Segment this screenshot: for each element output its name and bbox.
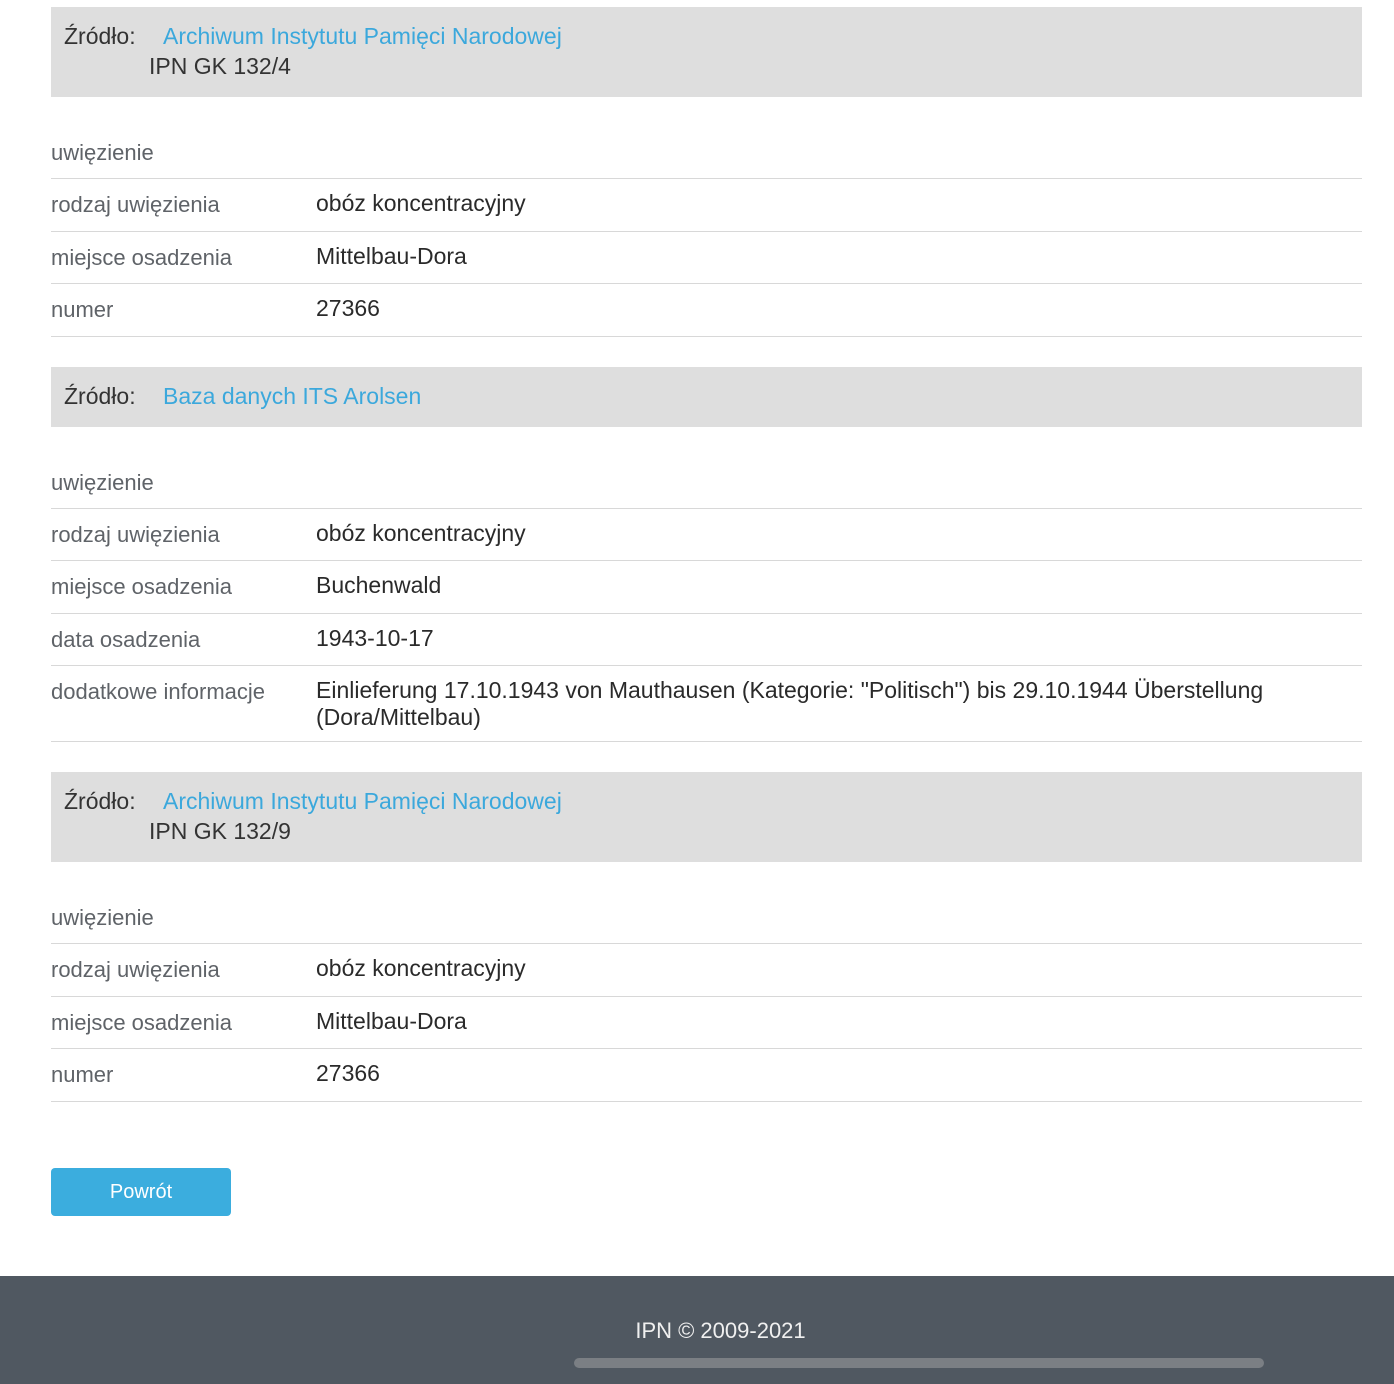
source-header: [51, 7, 1362, 97]
row-label: rodzaj uwięzienia: [51, 957, 220, 982]
section-heading: uwięzienie: [51, 457, 1362, 509]
table-row: [51, 1049, 1362, 1102]
footer: [0, 1276, 1394, 1384]
table-row: [51, 614, 1362, 667]
row-label: miejsce osadzenia: [51, 244, 232, 270]
row-label: miejsce osadzenia: [51, 1009, 232, 1035]
source-label: Źródło:: [64, 788, 136, 814]
row-value: obóz koncentracyjny: [316, 190, 526, 216]
section-heading: uwięzienie: [51, 892, 1362, 944]
row-label: miejsce osadzenia: [51, 574, 232, 599]
table-row: [51, 509, 1362, 562]
horizontal-scrollbar[interactable]: [574, 1358, 1264, 1368]
row-value: obóz koncentracyjny: [316, 519, 526, 546]
table-row: [51, 179, 1362, 232]
row-value: 27366: [316, 295, 380, 321]
source-reference: IPN GK 132/9: [149, 818, 291, 844]
source-header: [51, 367, 1362, 427]
source-label: Źródło:: [64, 23, 136, 49]
row-label: dodatkowe informacje: [51, 679, 266, 704]
row-label: data osadzenia: [51, 626, 201, 652]
table-row: [51, 232, 1362, 285]
row-value: Mittelbau-Dora: [316, 242, 467, 269]
table-row: [51, 284, 1362, 337]
row-value: 27366: [316, 1060, 380, 1086]
source-link[interactable]: Archiwum Instytutu Pamięci Narodowej: [163, 788, 562, 814]
row-value: Einlieferung 17.10.1943 von Mauthausen (Kategorie: "Politisch") bis 29.10.1944 Überstellung (Dora/Mittelbau): [316, 677, 1264, 730]
footer-copyright: IPN © 2009-2021: [635, 1318, 806, 1343]
row-label: rodzaj uwięzienia: [51, 521, 220, 547]
row-label: numer: [51, 1062, 114, 1087]
section-heading: uwięzienie: [51, 127, 1362, 179]
source-link[interactable]: Archiwum Instytutu Pamięci Narodowej: [163, 23, 562, 49]
row-value: obóz koncentracyjny: [316, 955, 526, 981]
table-row: [51, 944, 1362, 997]
back-button[interactable]: Powrót: [51, 1168, 231, 1216]
source-header: [51, 772, 1362, 862]
row-value: Mittelbau-Dora: [316, 1007, 467, 1034]
records-list: [51, 0, 1362, 1102]
source-reference: IPN GK 132/4: [149, 53, 291, 79]
row-value: 1943-10-17: [316, 624, 434, 651]
table-row: [51, 997, 1362, 1050]
table-row: [51, 561, 1362, 614]
row-label: numer: [51, 297, 114, 322]
row-label: rodzaj uwięzienia: [51, 192, 220, 217]
row-value: Buchenwald: [316, 572, 442, 598]
source-link[interactable]: Baza danych ITS Arolsen: [163, 382, 422, 409]
table-row: [51, 666, 1362, 742]
source-label: Źródło:: [64, 382, 136, 409]
